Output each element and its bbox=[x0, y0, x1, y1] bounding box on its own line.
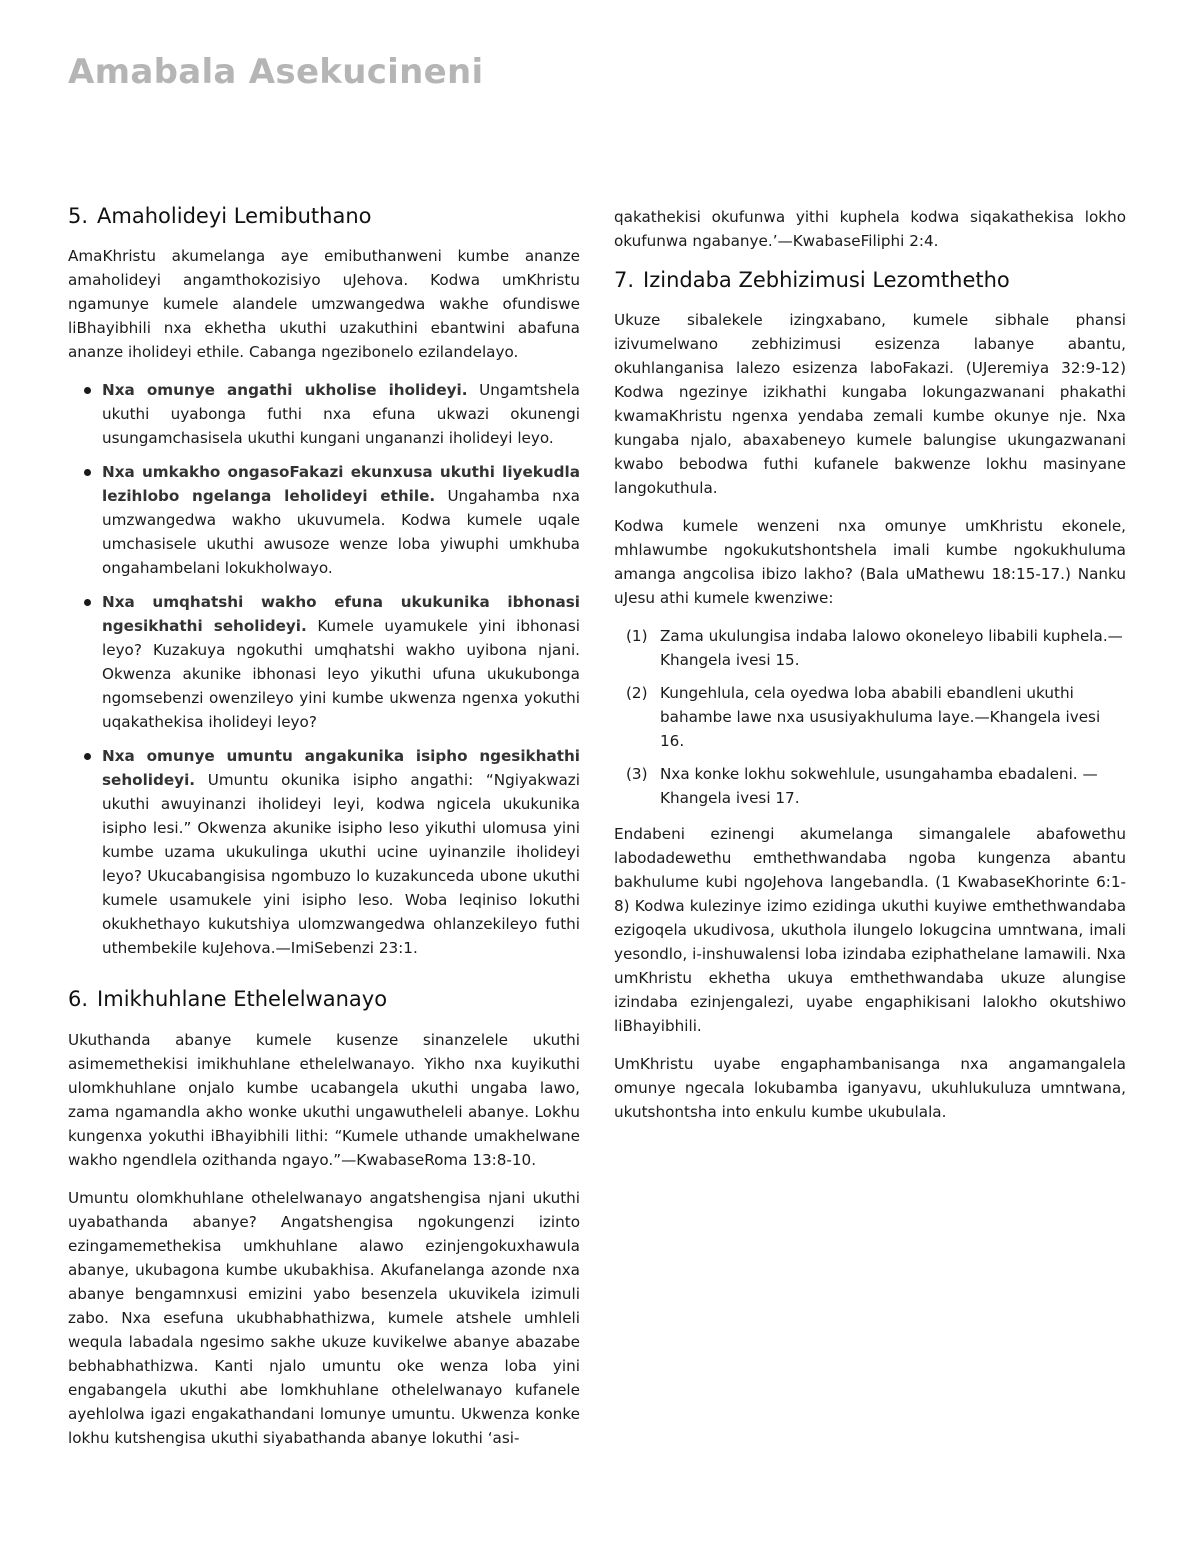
section-title: Imikhuhlane Ethelelwanayo bbox=[97, 987, 388, 1012]
right-column bbox=[614, 205, 1126, 1138]
bullet-item bbox=[68, 744, 580, 960]
item-text: Nxa konke lokhu sokwehlule, usungahamba ebadaleni. —Khangela ivesi 17. bbox=[660, 765, 1098, 808]
item-text: Zama ukulungisa indaba lalowo okoneleyo libabili kuphela.—Khangela ivesi 15. bbox=[660, 627, 1123, 670]
numbered-item bbox=[614, 762, 1126, 810]
bullet-lead: Nxa omunye angathi ukholise iholideyi. bbox=[102, 381, 468, 400]
paragraph: Kodwa kumele wenzeni nxa omunye umKhristu ekonele, mhlawumbe ngokukutshontshela imali kumbe ngokukhuluma amanga angcolisa ibizo lakho? (Bala uMathewu 18:15-17.) Nanku uJesu athi kumele kwenziwe: bbox=[614, 517, 1126, 608]
bullet-item bbox=[68, 378, 580, 450]
bullet-text: Ungamtshela ukuthi uyabonga futhi nxa efuna ukwazi okunengi usungamchasisela ukuthi kungani ungananzi iholideyi leyo. bbox=[102, 381, 580, 448]
bullet-text: Umuntu okunika isipho angathi: “Ngiyakwazi ukuthi awuyinanzi iholideyi leyi, kodwa ngicela ukukunika isipho lesi.” Okwenza akunike isipho leso yikuthi ulomusa yini kumbe uzama ukukulinga ukuthi ucine uyinanzile iholideyi leyo? Ukucabangisisa ngombuzo lo kuzakunceda ubone ukuthi kumele usamukele yini isipho leso. Woba leqiniso lokuthi okukhethayo kukutshiya ulomzwangedwa ohlanzekileyo futhi uthembekile kuJehova.—ImiSebenzi 23:1. bbox=[102, 771, 580, 958]
section-number: 6. bbox=[68, 987, 89, 1012]
section-6 bbox=[68, 986, 580, 1449]
bullet-icon bbox=[84, 599, 91, 606]
section-heading bbox=[614, 267, 1126, 294]
paragraph: Ukuze sibalekele izingxabano, kumele sibhale phansi izivumelwano zebhizimusi esizenza labanye abantu, okuhlanganisa lalezo esizenza laboFakazi. (UJeremiya 32:9-12) Kodwa ngezinye izikhathi kungaba lokungazwanani phakathi kwamaKhristu ngenxa yendaba zemali kumbe okunye nje. Nxa kungaba njalo, abaxabeneyo kumele balungise ukungazwanani kwabo bebodwa futhi kufanele bakwenze lokhu masinyane langokuthula. bbox=[614, 311, 1126, 498]
section-7 bbox=[614, 267, 1126, 1124]
paragraph: Endabeni ezinengi akumelanga simangalele abafowethu labodadewethu emthethwandaba ngoba kungenza abantu bakhulume kubi ngoJehova langebandla. (1 KwabaseKhorinte 6:1-8) Kodwa kulezinye izimo ezidinga ukuthi kuyiwe emthethwandaba ezigoqela ukudivosa, ukuthola ilungelo lokugcina umntwana, imali yesondlo, i-inshuwalensi loba izindaba eziphathelane lamawili. Nxa umKhristu ekhetha ukuya emthethwandaba ukuze alungise izindaba ezinjengalezi, uyabe engaphikisani lalokho okutshiwo liBhayibhili. bbox=[614, 825, 1126, 1036]
paragraph: UmKhristu uyabe engaphambanisanga nxa angamangalela omunye ngecala lokubamba iganyavu, ukuhlukuluza umntwana, ukutshontsha into enkulu kumbe ukubulala. bbox=[614, 1055, 1126, 1122]
section-heading bbox=[68, 986, 580, 1013]
item-number: (1) bbox=[626, 627, 648, 646]
section-number: 7. bbox=[614, 268, 635, 292]
section-number: 5. bbox=[68, 204, 89, 228]
bullet-list bbox=[68, 378, 580, 960]
section-heading bbox=[68, 203, 580, 230]
numbered-item bbox=[614, 681, 1126, 753]
bullet-lead: Nxa umqhatshi wakho efuna ukukunika ibhonasi ngesikhathi seholideyi. bbox=[102, 593, 580, 636]
page-title: Amabala Asekucineni bbox=[68, 52, 484, 92]
section-title: Izindaba Zebhizimusi Lezomthetho bbox=[643, 268, 1010, 292]
bullet-icon bbox=[84, 469, 91, 476]
bullet-lead: Nxa umkakho ongasoFakazi ekunxusa ukuthi liyekudla lezihlobo ngelanga leholideyi ethile. bbox=[102, 463, 580, 506]
item-text: Kungehlula, cela oyedwa loba ababili ebandleni ukuthi bahambe lawe nxa ususiyakhuluma laye.—Khangela ivesi 16. bbox=[660, 684, 1101, 751]
item-number: (3) bbox=[626, 765, 648, 784]
bullet-icon bbox=[84, 753, 91, 760]
section-5 bbox=[68, 203, 580, 960]
paragraph: Ukuthanda abanye kumele kusenze sinanzelele ukuthi asimemethekisi imikhuhlane ethelelwanayo. Yikho nxa kuyikuthi ulomkhuhlane onjalo kumbe ucabangela ukuthi ungaba lawo, zama ngamandla akho wonke ukuthi ungawutheleli abanye. Lokhu kungenxa yokuthi iBhayibhili lithi: “Kumele uthande umakhelwane wakho ngendlela ozithanda ngayo.”—KwabaseRoma 13:8-10. bbox=[68, 1030, 580, 1169]
left-column bbox=[68, 203, 580, 1464]
bullet-icon bbox=[84, 387, 91, 394]
bullet-text: Ungahamba nxa umzwangedwa wakho ukuvumela. Kodwa kumele uqale umchasisele ukuthi awusoze wenze loba yiwuphi umkhuba ongahambelani lokukholwayo. bbox=[102, 487, 580, 578]
section-title: Amaholideyi Lemibuthano bbox=[97, 204, 372, 228]
numbered-item bbox=[614, 624, 1126, 672]
bullet-lead: Nxa omunye umuntu angakunika isipho ngesikhathi seholideyi. bbox=[102, 747, 580, 790]
paragraph: AmaKhristu akumelanga aye emibuthanweni kumbe ananze amaholideyi angamthokozisiyo uJehova. Kodwa umKhristu ngamunye kumele alandele umzwangedwa wakhe ofundiswe liBhayibhili nxa ekhetha ukuthi uzakuthini ebantwini abafuna ananze iholideyi ethile. Cabanga ngezibonelo ezilandelayo. bbox=[68, 247, 580, 362]
paragraph: Umuntu olomkhuhlane othelelwanayo angatshengisa njani ukuthi uyabathanda abanye? Angatshengisa ngokungenzi izinto ezingamemethekisa umkhuhlane alawo ezinjengokuxhawula abanye, ukubagona kumbe ukubakhisa. Akufanelanga azonde nxa abanye bengamnxusi emizini yabo besenzela ukuvikela izimuli zabo. Nxa esefuna ukubhabhathizwa, kumele atshele umhleli wequla labadala ngesimo sakhe ukuze kuvikelwe abanye abazabe bebhabhathizwa. Kanti njalo umuntu oke wenza loba yini engabangela ukuthi abe lomkhuhlane othelelwanayo kufanele ayehlolwa igazi engakathandani lomunye umuntu. Ukwenza konke lokhu kutshengisa ukuthi siyabathanda abanye lokuthi ‘asi- bbox=[68, 1188, 580, 1447]
paragraph-continuation: qakathekisi okufunwa yithi kuphela kodwa siqakathekisa lokho okufunwa ngabanye.’—KwabaseFiliphi 2:4. bbox=[614, 208, 1126, 250]
bullet-text: Kumele uyamukele yini ibhonasi leyo? Kuzakuya ngokuthi umqhatshi wakho uyibona njani. Okwenza akunike ibhonasi leyo yikuthi ufuna ukukubonga ngomsebenzi owenzileyo yini kumbe ukwenza ngenxa yokuthi uqakathekisa iholideyi leyo? bbox=[102, 617, 580, 732]
numbered-list bbox=[614, 624, 1126, 810]
item-number: (2) bbox=[626, 684, 648, 703]
bullet-item bbox=[68, 590, 580, 734]
bullet-item bbox=[68, 460, 580, 580]
